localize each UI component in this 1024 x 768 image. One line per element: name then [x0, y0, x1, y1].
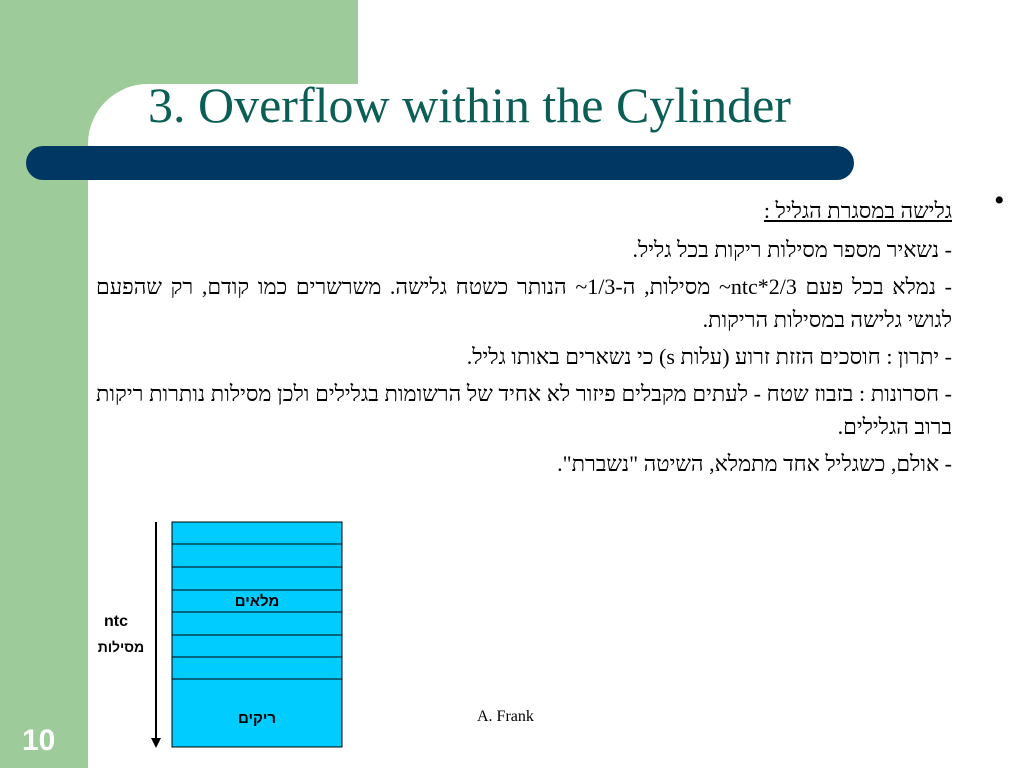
track-row — [172, 635, 342, 657]
ntc-arrow-head — [151, 738, 161, 748]
body-line-2: - נמלא בכל פעם ntc*2/3~ מסילות, ה-1/3~ הנותר כשטח גלישה. משרשרים כמו קודם, רק שהפעם לגושי גלישה במסילות הריקות. — [96, 274, 952, 332]
body-line-5: - אולם, כשגליל אחד מתמלא, השיטה "נשברת". — [557, 451, 952, 476]
empty-tracks-label: ריקים — [237, 710, 277, 727]
track-row — [172, 567, 342, 590]
track-row — [172, 657, 342, 679]
ntc-label: ntc — [104, 613, 128, 630]
bullet-marker: • — [994, 184, 1005, 217]
cylinder-tracks-diagram — [88, 516, 358, 754]
track-row — [172, 544, 342, 567]
slide-title: 3. Overflow within the Cylinder — [148, 77, 791, 133]
slide-body — [96, 194, 952, 484]
track-row — [172, 522, 342, 544]
full-tracks-label: מלאים — [234, 593, 280, 610]
author-footer: A. Frank — [477, 708, 534, 725]
slide-number: 10 — [22, 724, 56, 757]
tracks-label: מסילות — [97, 639, 145, 655]
body-line-1: - נשאיר מספר מסילות ריקות בכל גליל. — [632, 237, 952, 262]
body-line-3: - יתרון : חוסכים הזזת זרוע (עלות s) כי נשארים באותו גליל. — [466, 344, 952, 369]
track-row — [172, 612, 342, 635]
title-underline-bar — [26, 146, 854, 180]
body-line-4: - חסרונות : בזבוז שטח - לעתים מקבלים פיזור לא אחיד של הרשומות בגלילים ולכן מסילות נותרות ריקות ברוב הגלילים. — [96, 381, 952, 439]
body-heading: גלישה במסגרת הגליל : — [763, 198, 952, 223]
